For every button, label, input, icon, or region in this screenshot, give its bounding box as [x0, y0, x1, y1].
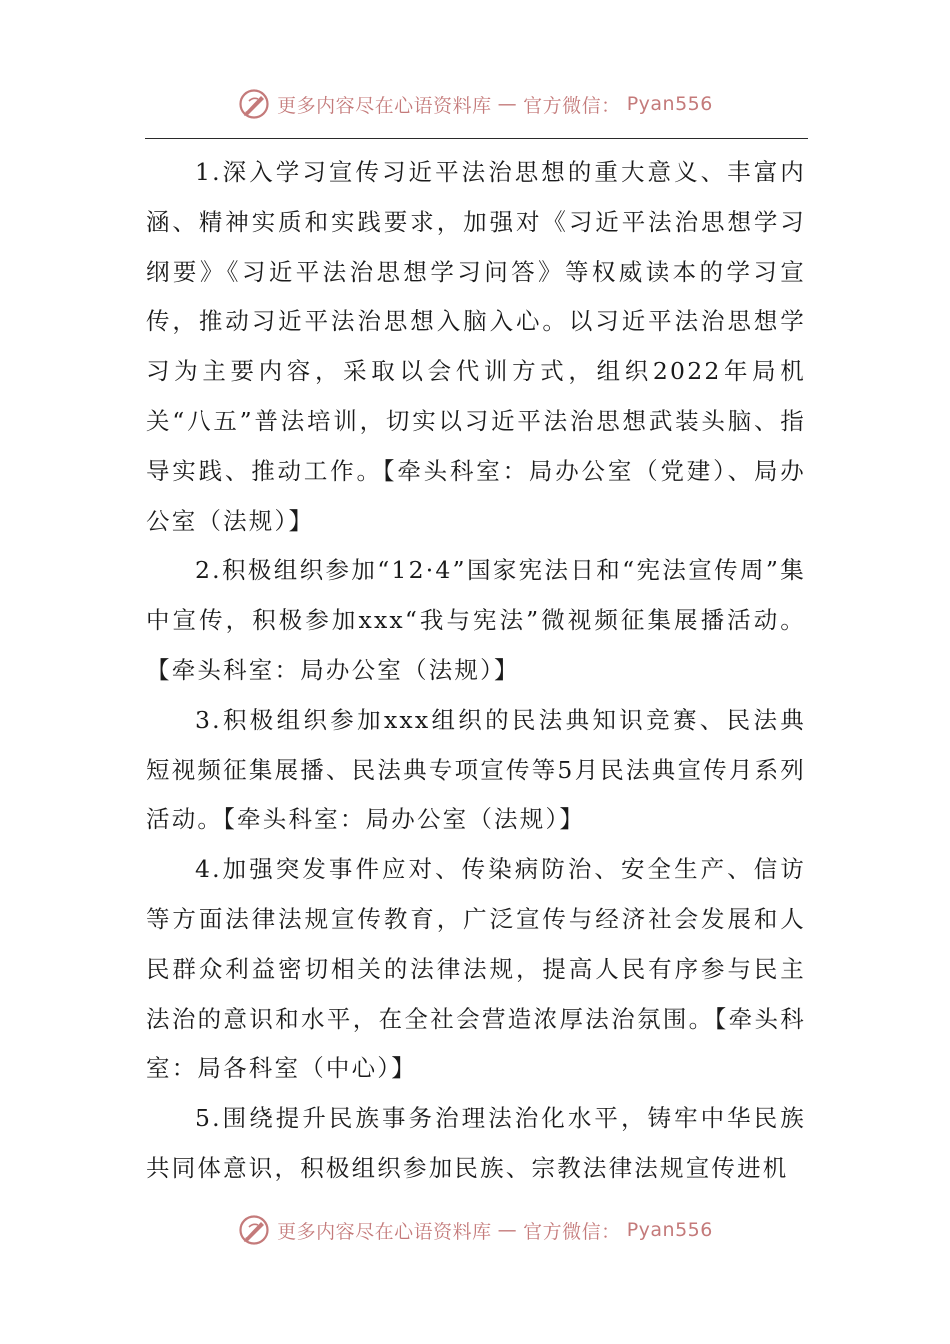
- page-header-watermark: [0, 82, 950, 126]
- paragraph-item-4: 4.加强突发事件应对、传染病防治、安全生产、信访等方面法律法规宣传教育，广泛宣传与经济社会发展和人民群众利益密切相关的法律法规，提高人民有序参与民主法治的意识和水平，在全社会营造浓厚法治氛围。【牵头科室：局各科室（中心）】: [146, 855, 806, 1083]
- watermark: [237, 87, 713, 121]
- watermark-separator: —: [497, 1219, 518, 1241]
- paragraph-item-2: 2.积极组织参加“12·4”国家宪法日和“宪法宣传周”集中宣传，积极参加xxx“我与宪法”微视频征集展播活动。【牵头科室：局办公室（法规）】: [146, 556, 806, 684]
- page-footer-watermark: [0, 1208, 950, 1252]
- watermark: [237, 1213, 713, 1247]
- watermark-wechat-id: Pyan556: [626, 93, 713, 115]
- document-body: [146, 148, 806, 1194]
- paragraph-item-1: 1.深入学习宣传习近平法治思想的重大意义、丰富内涵、精神实质和实践要求，加强对《习近平法治思想学习纲要》《习近平法治思想学习问答》等权威读本的学习宣传，推动习近平法治思想入脑入心。以习近平法治思想学习为主要内容，采取以会代训方式，组织2022年局机关“八五”普法培训，切实以习近平法治思想武装头脑、指导实践、推动工作。【牵头科室：局办公室（党建）、局办公室（法规）】: [146, 158, 806, 535]
- pen-logo-icon: [237, 87, 271, 121]
- header-divider: [145, 138, 808, 139]
- paragraph-item-3: 3.积极组织参加xxx组织的民法典知识竞赛、民法典短视频征集展播、民法典专项宣传等5月民法典宣传月系列活动。【牵头科室：局办公室（法规）】: [146, 705, 806, 834]
- watermark-wechat-label: 官方微信：: [523, 1220, 621, 1243]
- watermark-wechat-label: 官方微信：: [523, 94, 621, 117]
- watermark-brand-text: 更多内容尽在心语资料库: [277, 94, 492, 117]
- pen-logo-icon: [237, 1213, 271, 1247]
- watermark-separator: —: [497, 93, 518, 115]
- watermark-wechat-id: Pyan556: [626, 1219, 713, 1241]
- paragraph-item-5: 5.围绕提升民族事务治理法治化水平，铸牢中华民族共同体意识，积极组织参加民族、宗教法律法规宣传进机: [146, 1104, 806, 1182]
- watermark-brand-text: 更多内容尽在心语资料库: [277, 1220, 492, 1243]
